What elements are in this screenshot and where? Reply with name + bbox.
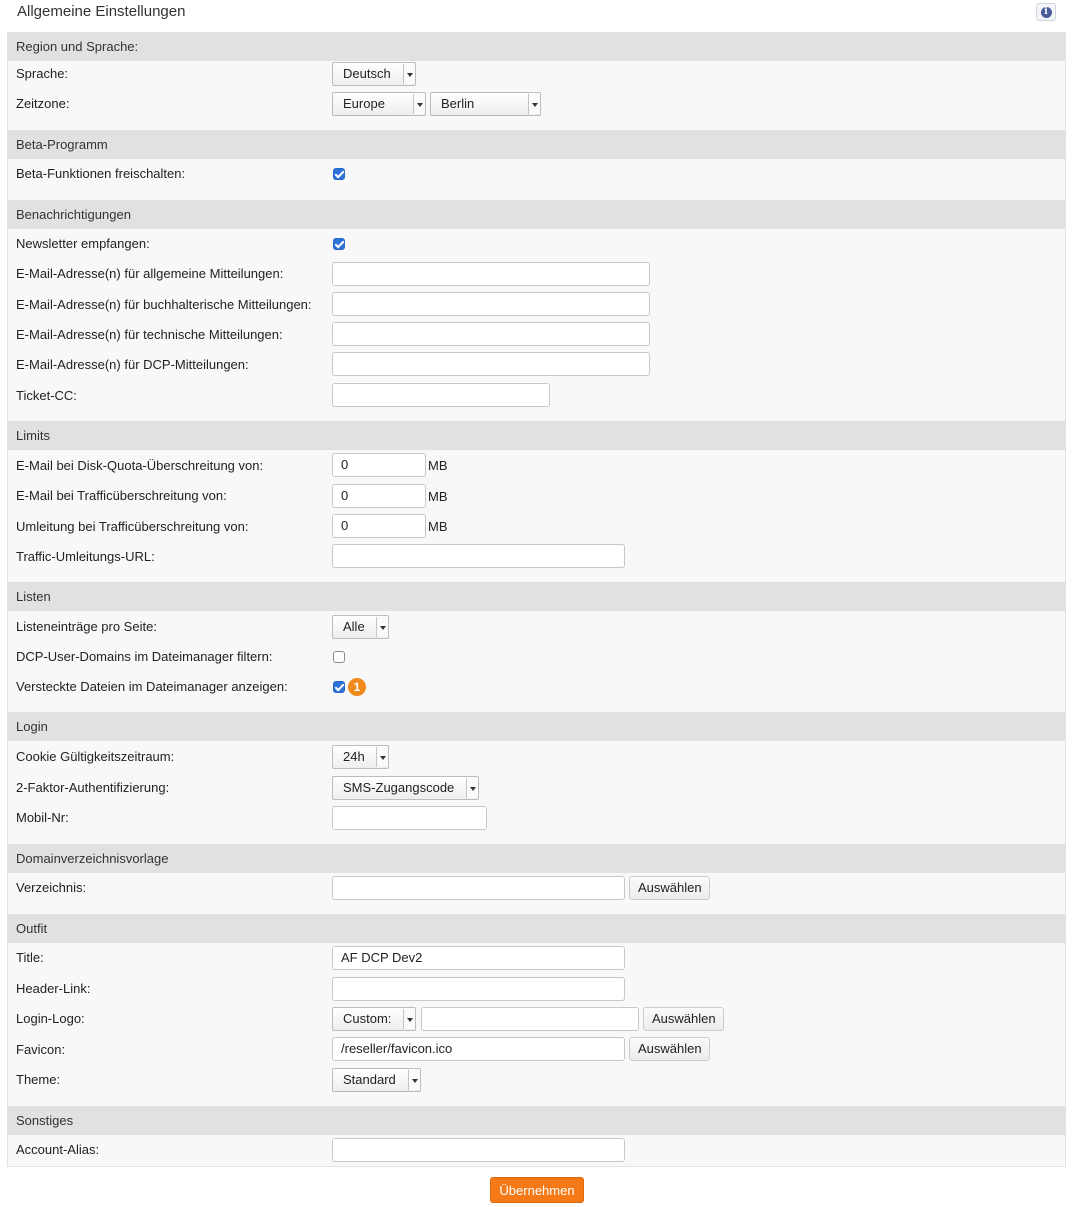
redirect-input[interactable]: 0 xyxy=(332,514,426,538)
redirect-label: Umleitung bei Trafficüberschreitung von: xyxy=(16,519,249,534)
page-title: Allgemeine Einstellungen xyxy=(17,3,186,20)
info-button[interactable] xyxy=(1036,3,1056,21)
chevron-down-icon xyxy=(466,778,478,798)
timezone-city-select[interactable] xyxy=(430,92,541,116)
chevron-down-icon xyxy=(376,617,388,637)
mobile-label: Mobil-Nr: xyxy=(16,810,69,825)
header-link-label: Header-Link: xyxy=(16,981,91,996)
beta-unlock-checkbox[interactable] xyxy=(333,168,345,180)
theme-value: Standard xyxy=(343,1072,396,1087)
chevron-down-icon xyxy=(408,1070,420,1090)
dcp-email-input[interactable] xyxy=(332,352,650,376)
traffic-unit: MB xyxy=(428,489,448,504)
cookie-label: Cookie Gültigkeitszeitraum: xyxy=(16,749,175,764)
accounting-email-input[interactable] xyxy=(332,292,650,316)
account-alias-input[interactable] xyxy=(332,1138,625,1162)
per-page-value: Alle xyxy=(343,619,365,634)
general-email-label: E-Mail-Adresse(n) für allgemeine Mitteilungen: xyxy=(16,266,284,281)
cookie-value: 24h xyxy=(343,749,365,764)
redirect-url-label: Traffic-Umleitungs-URL: xyxy=(16,549,155,564)
favicon-input[interactable]: /reseller/favicon.ico xyxy=(332,1037,625,1061)
traffic-label: E-Mail bei Trafficüberschreitung von: xyxy=(16,488,227,503)
dcp-email-label: E-Mail-Adresse(n) für DCP-Mitteilungen: xyxy=(16,357,249,372)
submit-button[interactable]: Übernehmen xyxy=(490,1177,584,1203)
accounting-email-label: E-Mail-Adresse(n) für buchhalterische Mitteilungen: xyxy=(16,297,312,312)
info-icon: i xyxy=(1041,7,1052,18)
section-heading-domain-template: Domainverzeichnisvorlage xyxy=(7,844,1066,873)
language-select[interactable] xyxy=(332,62,416,86)
chevron-down-icon xyxy=(403,1009,415,1029)
header-link-input[interactable] xyxy=(332,977,625,1001)
mobile-input[interactable] xyxy=(332,806,487,830)
general-email-input[interactable] xyxy=(332,262,650,286)
chevron-down-icon xyxy=(413,94,425,114)
timezone-label: Zeitzone: xyxy=(16,96,70,111)
section-heading-login: Login xyxy=(7,712,1066,741)
domain-filter-label: DCP-User-Domains im Dateimanager filtern: xyxy=(16,649,273,664)
timezone-region-select[interactable] xyxy=(332,92,426,116)
twofa-label: 2-Faktor-Authentifizierung: xyxy=(16,780,170,795)
technical-email-label: E-Mail-Adresse(n) für technische Mitteilungen: xyxy=(16,327,283,342)
timezone-city-value: Berlin xyxy=(441,96,475,111)
disk-quota-input[interactable]: 0 xyxy=(332,453,426,477)
directory-choose-button[interactable]: Auswählen xyxy=(629,876,710,900)
disk-quota-unit: MB xyxy=(428,458,448,473)
ticket-cc-label: Ticket-CC: xyxy=(16,388,77,403)
login-logo-choose-button[interactable]: Auswählen xyxy=(643,1007,724,1031)
twofa-select[interactable] xyxy=(332,776,479,800)
section-heading-region: Region und Sprache: xyxy=(7,32,1066,61)
twofa-value: SMS-Zugangscode xyxy=(343,780,455,795)
theme-select[interactable] xyxy=(332,1068,421,1092)
directory-label: Verzeichnis: xyxy=(16,880,87,895)
login-logo-label: Login-Logo: xyxy=(16,1011,85,1026)
traffic-input[interactable]: 0 xyxy=(332,484,426,508)
account-alias-label: Account-Alias: xyxy=(16,1142,100,1157)
per-page-select[interactable] xyxy=(332,615,389,639)
section-heading-limits: Limits xyxy=(7,421,1066,450)
title-input[interactable]: AF DCP Dev2 xyxy=(332,946,625,970)
newsletter-label: Newsletter empfangen: xyxy=(16,236,150,251)
annotation-badge: 1 xyxy=(348,678,366,696)
newsletter-checkbox[interactable] xyxy=(333,238,345,250)
login-logo-mode-value: Custom: xyxy=(343,1011,392,1026)
login-logo-input[interactable] xyxy=(421,1007,639,1031)
technical-email-input[interactable] xyxy=(332,322,650,346)
hidden-files-label: Versteckte Dateien im Dateimanager anzeigen: xyxy=(16,679,288,694)
domain-filter-checkbox[interactable] xyxy=(333,651,345,663)
language-select-value: Deutsch xyxy=(343,66,391,81)
redirect-url-input[interactable] xyxy=(332,544,625,568)
favicon-choose-button[interactable]: Auswählen xyxy=(629,1037,710,1061)
cookie-select[interactable] xyxy=(332,745,389,769)
theme-label: Theme: xyxy=(16,1072,61,1087)
section-heading-beta: Beta-Programm xyxy=(7,130,1066,159)
timezone-region-value: Europe xyxy=(343,96,385,111)
favicon-label: Favicon: xyxy=(16,1042,66,1057)
section-heading-notifications: Benachrichtigungen xyxy=(7,200,1066,229)
beta-unlock-label: Beta-Funktionen freischalten: xyxy=(16,166,186,181)
login-logo-mode-select[interactable] xyxy=(332,1007,416,1031)
disk-quota-label: E-Mail bei Disk-Quota-Überschreitung von: xyxy=(16,458,264,473)
redirect-unit: MB xyxy=(428,519,448,534)
section-heading-misc: Sonstiges xyxy=(7,1106,1066,1135)
language-label: Sprache: xyxy=(16,66,69,81)
ticket-cc-input[interactable] xyxy=(332,383,550,407)
per-page-label: Listeneinträge pro Seite: xyxy=(16,619,157,634)
hidden-files-checkbox[interactable] xyxy=(333,681,345,693)
title-label: Title: xyxy=(16,950,44,965)
chevron-down-icon xyxy=(376,747,388,767)
chevron-down-icon xyxy=(528,94,540,114)
section-heading-outfit: Outfit xyxy=(7,914,1066,943)
directory-input[interactable] xyxy=(332,876,625,900)
chevron-down-icon xyxy=(403,64,415,84)
section-heading-lists: Listen xyxy=(7,582,1066,611)
